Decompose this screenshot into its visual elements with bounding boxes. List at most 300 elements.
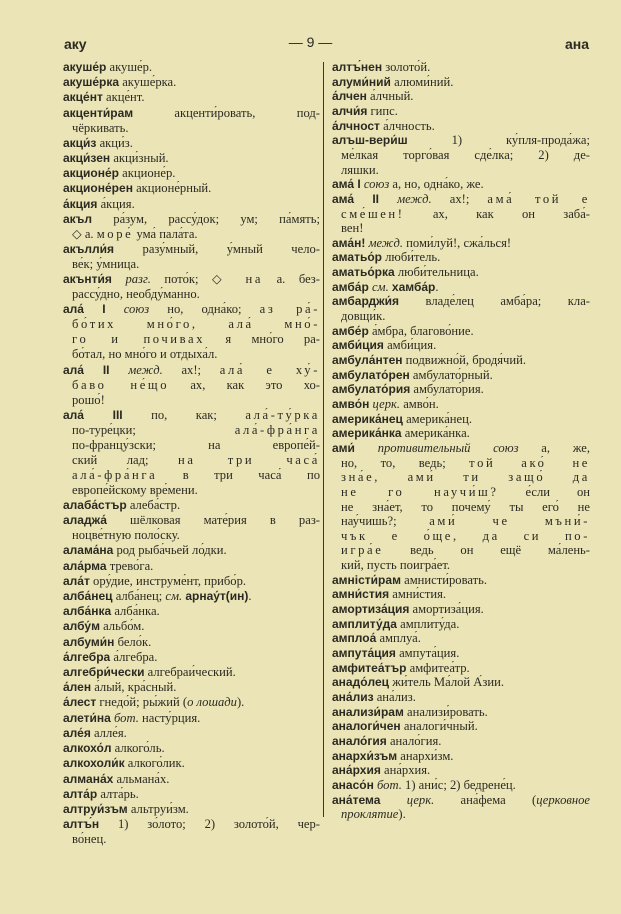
dictionary-entry [63, 181, 320, 196]
translation-text: люби́тель. [385, 250, 441, 265]
headword: ана́тема [332, 792, 381, 807]
headword: алкохоли́к [63, 756, 125, 771]
translation-text: чёркивать. [72, 120, 129, 135]
headword: алъш-вери́ш [332, 133, 408, 148]
entry-line [63, 302, 320, 317]
dictionary-entry [332, 89, 590, 104]
dictionary-entry [63, 242, 320, 272]
usage-label: о лошади [187, 695, 237, 710]
translation-text: ). [398, 807, 406, 822]
entry-line [63, 347, 320, 362]
dictionary-entry [332, 690, 590, 705]
translation-text: по-туре́цки; [72, 422, 235, 437]
entry-line [63, 151, 320, 166]
dictionary-entry [63, 513, 320, 543]
entry-line [63, 787, 320, 802]
dictionary-entry [332, 734, 590, 749]
headword: алгебри́чески [63, 665, 145, 680]
cross-reference: хамба́р [391, 279, 436, 294]
entry-line [63, 711, 320, 726]
translation-text: ана́рхия. [383, 763, 431, 778]
dictionary-entry [332, 353, 590, 368]
entry-line [332, 192, 590, 207]
entry-line [63, 528, 320, 543]
dictionary-entry [332, 587, 590, 602]
entry-line [332, 368, 590, 383]
dictionary-entry [63, 772, 320, 787]
entry-line [332, 573, 590, 588]
entry-line [332, 177, 590, 192]
example-phrase: игра́е [341, 543, 384, 558]
translation-text: гипс. [370, 103, 398, 118]
dictionary-entry [332, 749, 590, 764]
translation-text: 1) зо́лото; 2) золото́й, чер- [117, 817, 320, 832]
entry-line [332, 104, 590, 119]
entry-line [63, 197, 320, 212]
dictionary-entry [332, 294, 590, 323]
translation-text: ах!; [162, 362, 220, 377]
headword: амба́р [332, 279, 369, 294]
entry-line [332, 617, 590, 632]
entry-line [332, 382, 590, 397]
dictionary-entry [332, 397, 590, 412]
translation-text: алеба́стр. [129, 498, 181, 513]
translation-text: амни́стия. [392, 587, 447, 602]
translation-text: акци́з. [99, 135, 133, 150]
headword: але́я [63, 725, 91, 740]
entry-line [332, 587, 590, 602]
usage-label: межд. [397, 191, 432, 206]
entry-line [332, 397, 590, 412]
translation-text: амби́ция. [387, 338, 437, 353]
column-divider [323, 62, 324, 817]
usage-label: церк. [372, 397, 401, 412]
translation-text: анало́гия. [389, 733, 442, 748]
usage-label: межд. [368, 235, 404, 250]
translation-text: трево́га. [109, 558, 154, 573]
translation-text: в три часа́ по [157, 467, 320, 482]
entry-line [332, 749, 590, 764]
headword: а́лест [63, 695, 97, 710]
headword: амністи́рам [332, 572, 401, 587]
usage-label: церковное [536, 792, 590, 807]
entry-line [63, 317, 320, 332]
headword: алтъ́н [63, 817, 100, 832]
dictionary-entry [332, 368, 590, 383]
entry-line [332, 338, 590, 353]
entry-line [332, 456, 590, 471]
headword: алаба́стър [63, 498, 127, 513]
translation-text: амортиза́ция. [412, 602, 484, 617]
headword: акънти́я [63, 272, 112, 287]
entry-line [63, 90, 320, 105]
headword: акце́нт [63, 90, 103, 105]
headword: ампута́ция [332, 646, 396, 661]
example-phrase: бо́тих мно́го, ала́ мно́- [72, 317, 320, 332]
entry-line [63, 604, 320, 619]
dictionary-entry [332, 441, 590, 573]
entry-line [63, 408, 320, 423]
entry-line [332, 485, 590, 500]
headword: акци́з [63, 135, 97, 150]
entry-line [63, 257, 320, 272]
translation-text: акуше́рка. [122, 75, 177, 90]
entry-line [332, 89, 590, 104]
translation-text: а, но, одна́ко, же. [389, 177, 484, 192]
example-phrase: той ако́ не [469, 455, 590, 470]
dictionary-entry [332, 705, 590, 720]
translation-text: акуше́р. [109, 60, 153, 74]
entry-line [332, 675, 590, 690]
translation-text: рассу́дно, необду́манно. [72, 287, 200, 302]
translation-text: а́мбра, благово́ние. [371, 323, 474, 338]
dictionary-entry [332, 602, 590, 617]
headword: а́кция [63, 196, 98, 211]
example-phrase: на [245, 272, 264, 287]
example-phrase: го и почивах [72, 332, 206, 347]
example-phrase: на три часа́ [178, 452, 320, 467]
entry-line [63, 513, 320, 528]
headword: алуми́ний [332, 74, 391, 89]
translation-text: а́лый, кра́сный. [94, 680, 177, 695]
headword: ала́ III [63, 407, 123, 422]
translation-text: алба́нка. [114, 604, 160, 619]
usage-label: межд. [128, 362, 163, 377]
headword: анало́гия [332, 733, 387, 748]
dictionary-entry [63, 197, 320, 212]
translation-text: я мно́го ра- [205, 332, 320, 347]
entry-line [63, 363, 320, 378]
dictionary-entry [63, 604, 320, 619]
entry-line [332, 514, 590, 529]
dictionary-entry [332, 793, 590, 822]
entry-line [332, 265, 590, 280]
translation-text: амнисти́ровать. [404, 572, 488, 587]
entry-line [332, 280, 590, 295]
headword: ами́ [332, 440, 355, 455]
dictionary-entry [332, 338, 590, 353]
headword: албуми́н [63, 634, 115, 649]
translation-text: альбо́м. [103, 619, 145, 634]
translation-text: по, как; [151, 407, 246, 422]
translation-text: ана́лиз. [376, 690, 416, 705]
dictionary-entry [332, 119, 590, 134]
entry-line [332, 558, 590, 573]
headword: а́лчност [332, 118, 380, 133]
headword: акци́зен [63, 151, 111, 166]
entry-line [332, 470, 590, 485]
headword: ала́ II [63, 362, 110, 377]
entry-line [332, 441, 590, 456]
headword: алама́на [63, 543, 114, 558]
entry-line [63, 393, 320, 408]
headword: анархи́зъм [332, 748, 398, 763]
usage-label: проклятие [341, 807, 399, 822]
example-phrase: чък е о́ще, да си по- [341, 528, 590, 543]
translation-text: но, одна́ко; [149, 302, 260, 317]
translation-text: акционе́р. [122, 166, 176, 181]
headword: акуше́р [63, 60, 107, 74]
entry-line [332, 236, 590, 251]
headword: а́лен [63, 680, 92, 695]
dictionary-entry [332, 60, 590, 75]
entry-line [63, 726, 320, 741]
translation-text: ах, как это хо- [169, 377, 320, 392]
entry-line [332, 133, 590, 148]
entry-line [332, 148, 590, 163]
entry-line [332, 250, 590, 265]
usage-label: бот. [114, 710, 139, 725]
headword: акуше́рка [63, 75, 120, 90]
translation-text: поми́луй!, сжа́лься! [403, 235, 512, 250]
dictionary-entry [332, 280, 590, 295]
translation-text: ума́ пала́та. [133, 226, 198, 241]
translation-text: ве́к; у́мница. [72, 257, 140, 272]
dictionary-entry [332, 236, 590, 251]
translation-text: подвижно́й, бродя́чий. [405, 353, 527, 368]
translation-text: амплиту́да. [400, 616, 460, 631]
dictionary-entry [63, 817, 320, 847]
dictionary-entry [63, 136, 320, 151]
dictionary-entry [63, 574, 320, 589]
entry-line [332, 734, 590, 749]
headword: амбулато́рен [332, 367, 410, 382]
dictionary-entry [332, 646, 590, 661]
translation-text: ана́фема ( [434, 792, 537, 807]
entry-line [332, 412, 590, 427]
translation-text: ◇ а. [72, 226, 97, 241]
translation-text: ра́зум, рассу́док; ум; па́мять; [113, 211, 320, 226]
entry-line [332, 207, 590, 222]
entry-line [63, 468, 320, 483]
headword: амни́стия [332, 587, 390, 602]
dictionary-entry [63, 559, 320, 574]
translation-text: акце́нт. [106, 90, 145, 105]
headword: анализи́рам [332, 704, 404, 719]
example-phrase: аз ра́- [259, 302, 320, 317]
translation-text: насту́рция. [138, 710, 201, 725]
entry-line [63, 772, 320, 787]
headword: амплиту́да [332, 616, 397, 631]
entry-line [332, 705, 590, 720]
translation-text: жи́тель Ма́лой А́зии. [392, 675, 504, 690]
headword: аматьо́рка [332, 265, 395, 280]
translation-text: гнедо́й; ры́жий ( [99, 695, 188, 710]
dictionary-entry [63, 212, 320, 242]
headword: амво́н [332, 397, 370, 412]
headword: алба́нец [63, 589, 113, 604]
running-head-right: ана [564, 36, 589, 52]
usage-label: разг. [125, 272, 151, 287]
dictionary-entry [63, 711, 320, 726]
headword: алкохо́л [63, 741, 112, 756]
entry-line [332, 163, 590, 178]
headword: америка́нка [332, 426, 402, 441]
entry-line [63, 287, 320, 302]
entry-line [63, 106, 320, 121]
entry-line [63, 832, 320, 847]
dictionary-entry [63, 498, 320, 513]
translation-text: е́сли он [498, 484, 590, 499]
translation-text: род рыба́чьей ло́дки. [116, 543, 227, 558]
headword: алмана́х [63, 771, 114, 786]
headword: амбарджи́я [332, 294, 400, 309]
translation-text: ведь он ещё ма́лень- [383, 543, 590, 558]
translation-text: но, то, ведь; [341, 455, 470, 470]
entry-line [63, 332, 320, 347]
dictionary-entry [63, 741, 320, 756]
entry-line [63, 619, 320, 634]
translation-text: довщи́к. [341, 309, 386, 324]
headword: аналоги́чен [332, 719, 401, 734]
translation-text: алгебраи́ческий. [147, 665, 236, 680]
dictionary-entry [63, 302, 320, 362]
dictionary-entry [63, 680, 320, 695]
translation-text: америка́нец. [406, 411, 472, 426]
translation-text: по-францу́зски; на европе́й- [72, 437, 320, 452]
translation-text: ноцве́тную поло́ску. [72, 528, 180, 543]
dictionary-entry [63, 787, 320, 802]
entry-line [63, 680, 320, 695]
example-phrase: ама́ той е [487, 191, 590, 206]
translation-text: амбулато́рия. [413, 382, 484, 397]
entry-line [63, 559, 320, 574]
translation-text: вен! [341, 221, 364, 236]
entry-line [63, 453, 320, 468]
entry-line [332, 690, 590, 705]
entry-line [63, 650, 320, 665]
example-phrase: баво не́що [72, 377, 170, 392]
headword: амбула́нтен [332, 353, 403, 368]
example-phrase: ала́-ту́рка [245, 407, 320, 422]
entry-line [332, 294, 590, 309]
entry-line [63, 212, 320, 227]
headword: ала́рма [63, 558, 107, 573]
dictionary-entry [332, 75, 590, 90]
right-column [332, 60, 590, 822]
translation-text: алкого́ль. [114, 741, 165, 756]
entry-line [332, 778, 590, 793]
translation-text: а́лчный. [370, 89, 414, 104]
dictionary-entry [332, 778, 590, 793]
entry-line [63, 498, 320, 513]
dictionary-entry [63, 166, 320, 181]
dictionary-entry [63, 106, 320, 136]
entry-line [63, 543, 320, 558]
entry-line [63, 242, 320, 257]
entry-line [332, 324, 590, 339]
dictionary-entry [63, 635, 320, 650]
headword: ама́н! [332, 235, 366, 250]
headword: а́лчен [332, 89, 367, 104]
entry-line [63, 272, 320, 287]
usage-label: церк. [406, 792, 435, 807]
translation-text: разу́мный, у́мный чело- [142, 242, 320, 257]
translation-text: кий, пусть поигра́ет. [341, 558, 451, 573]
entry-line [63, 635, 320, 650]
translation-text: ору́дие, инструме́нт, прибо́р. [93, 573, 247, 588]
entry-line [63, 227, 320, 242]
translation-text: ампута́ция. [399, 646, 460, 661]
entry-line [332, 529, 590, 544]
translation-text: европе́йскому вре́мени. [72, 482, 198, 497]
headword: ама́ I [332, 177, 361, 192]
translation-text: алба́нец; [115, 589, 166, 604]
headword: анадо́лец [332, 675, 390, 690]
dictionary-entry [332, 763, 590, 778]
translation-text: альтруи́зм. [130, 801, 189, 816]
dictionary-entry [63, 665, 320, 680]
translation-text: алкого́лик. [127, 756, 185, 771]
headword: амби́ция [332, 338, 384, 353]
dictionary-entry [332, 661, 590, 676]
headword: ама́ II [332, 191, 380, 206]
left-column [63, 60, 320, 847]
translation-text: амбулато́рный. [412, 367, 493, 382]
translation-text: амплуа́. [379, 631, 421, 646]
entry-line [332, 353, 590, 368]
translation-text: анархи́зм. [400, 748, 454, 763]
example-phrase: ала́-фра́нга [72, 467, 158, 482]
headword: ана́рхия [332, 763, 381, 778]
headword: акъл [63, 211, 93, 226]
entry-line [332, 719, 590, 734]
translation-text: бело́к. [117, 634, 152, 649]
translation-text: пото́к; ◇ [150, 272, 246, 287]
translation-text: 1) ани́с; 2) бедрене́ц. [401, 777, 516, 792]
dictionary-entry [63, 151, 320, 166]
translation-text: америка́нка. [404, 426, 470, 441]
entry-line [63, 741, 320, 756]
dictionary-entry [63, 543, 320, 558]
dictionary-entry [332, 250, 590, 265]
dictionary-entry [63, 272, 320, 302]
dictionary-entry [332, 177, 590, 192]
entry-line [332, 500, 590, 515]
translation-text: а́кция. [100, 196, 135, 211]
headword: амбе́р [332, 323, 369, 338]
translation-text: анализи́ровать. [406, 704, 488, 719]
entry-line [63, 665, 320, 680]
dictionary-entry [332, 382, 590, 397]
entry-line [332, 426, 590, 441]
entry-line [332, 221, 590, 236]
entry-line [332, 646, 590, 661]
entry-line [332, 309, 590, 324]
headword: амбулато́рия [332, 382, 411, 397]
dictionary-entry [332, 617, 590, 632]
entry-line [63, 589, 320, 604]
entry-line [63, 60, 320, 75]
dictionary-entry [63, 75, 320, 90]
entry-line [332, 602, 590, 617]
headword: ала́т [63, 573, 90, 588]
translation-text: акционе́рный. [136, 181, 212, 196]
entry-line [63, 423, 320, 438]
translation-text: алле́я. [93, 725, 127, 740]
translation-text: . [248, 589, 252, 604]
dictionary-entry [63, 695, 320, 710]
entry-line [63, 802, 320, 817]
running-head-left: аку [64, 36, 87, 52]
entry-line [63, 166, 320, 181]
translation-text: алюми́ний. [394, 74, 454, 89]
headword: албу́м [63, 619, 100, 634]
entry-line [63, 483, 320, 498]
translation-text: аналоги́чный. [403, 719, 478, 734]
dictionary-entry [63, 802, 320, 817]
dictionary-entry [332, 675, 590, 690]
